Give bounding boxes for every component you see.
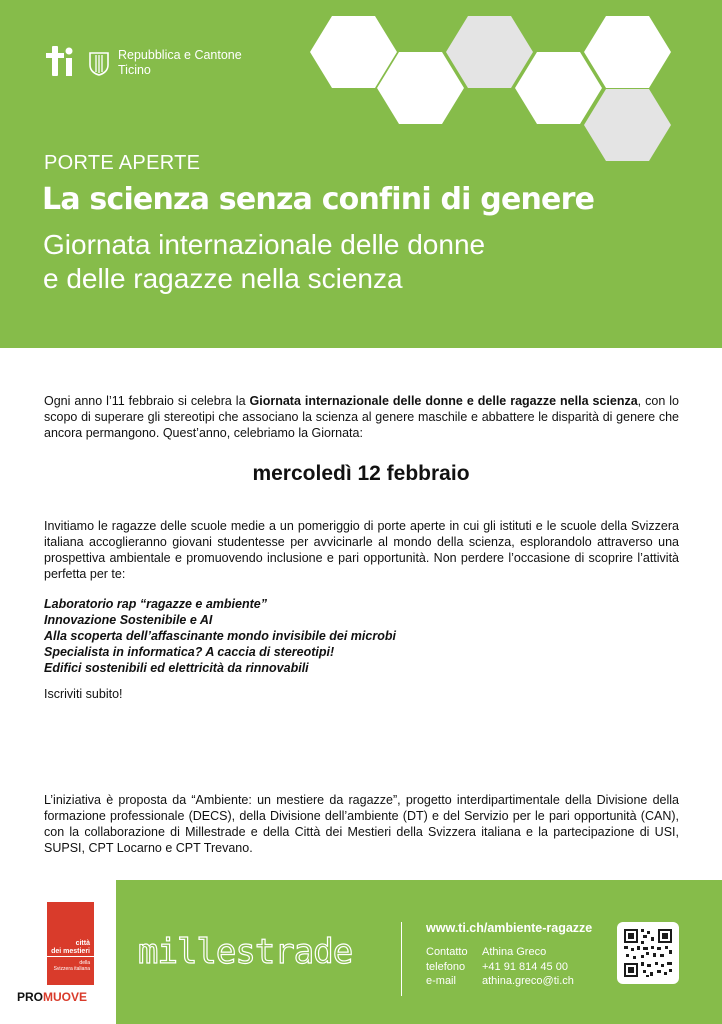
hexagon — [515, 52, 602, 124]
subtitle-line2: e delle ragazze nella scienza — [43, 263, 403, 294]
citta-dei-mestieri-logo: città dei mestieri della Svizzera italiana — [47, 902, 94, 985]
org-name — [118, 48, 242, 78]
page-subtitle — [43, 228, 485, 296]
promuove-logo: PROMUOVE — [17, 990, 88, 1004]
email-label: e-mail — [426, 975, 456, 987]
qr-code-icon — [617, 922, 679, 984]
header-banner — [0, 0, 722, 348]
page-title: La scienza senza confini di genere — [42, 182, 595, 217]
hexagon — [584, 16, 671, 88]
email-link[interactable]: athina.greco@ti.ch — [482, 975, 574, 987]
intro-paragraph: Ogni anno l’11 febbraio si celebra la Giornata internazionale delle donne e delle ragazze nella scienza, con lo scopo di superare gli stereotipi che associano la scienza al genere maschile e abbattere le disparità di genere che ancora permangono. Quest’anno, celebriamo la Giornata: — [44, 394, 679, 440]
phone-label: telefono — [426, 960, 466, 973]
contact-value: Athina Greco — [482, 946, 547, 958]
list-item: Laboratorio rap “ragazze e ambiente” — [44, 597, 267, 611]
hexagon — [584, 89, 671, 161]
intro-highlight: Giornata internazionale delle donne e delle ragazze nella scienza — [249, 394, 638, 408]
org-name-line1: Repubblica e Cantone — [118, 48, 242, 62]
list-item: Edifici sostenibili ed elettricità da rinnovabili — [44, 661, 309, 675]
list-item: Alla scoperta dell’affascinante mondo invisibile dei microbi — [44, 629, 396, 643]
subtitle-line1: Giornata internazionale delle donne — [43, 229, 486, 260]
list-item: Specialista in informatica? A caccia di stereotipi! — [44, 645, 335, 659]
contact-label: Contatto — [426, 946, 468, 958]
org-name-line2: Ticino — [118, 63, 151, 77]
footer-divider — [401, 922, 402, 996]
kicker-label: PORTE APERTE — [44, 152, 201, 174]
list-item: Innovazione Sostenibile e AI — [44, 613, 213, 627]
hexagon-pattern — [300, 14, 690, 194]
phone-value[interactable]: +41 91 814 45 00 — [482, 960, 568, 973]
svg-text:millestrade: millestrade — [138, 932, 353, 972]
invite-paragraph: Invitiamo le ragazze delle scuole medie a un pomeriggio di porte aperte in cui gli istituti e le scuole della Svizzera italiana accoglieranno giovani studentesse per avvicinarle al mondo della scienza, esplorandolo attraverso una prospettiva ambientale e promuovendo inclusione e pari opportunità. Non perdere l’occasione di scoprire l’attività perfetta per te: — [44, 519, 679, 581]
website-link[interactable]: www.ti.ch/ambiente-ragazze — [426, 921, 593, 935]
lab-list — [44, 596, 396, 676]
canton-shield-icon — [89, 52, 109, 76]
hexagon — [446, 16, 533, 88]
signup-call-to-action: Iscriviti subito! — [44, 687, 123, 701]
contact-block — [426, 945, 574, 989]
millestrade-logo — [136, 932, 388, 972]
event-date: mercoledì 12 febbraio — [252, 462, 470, 485]
initiative-note: L’iniziativa è proposta da “Ambiente: un mestiere da ragazze”, progetto interdipartimentale della Divisione della formazione professionale (DECS), della Divisione dell’ambiente (DT) e del Servizio per le pari opportunità (CAN), con la collaborazione di Millestrade e della Città dei Mestieri della Svizzera italiana e la partecipazione di USI, SUPSI, CPT Locarno e CPT Trevano. — [44, 793, 679, 855]
ti-logo-icon — [44, 44, 78, 78]
qr-code[interactable] — [617, 922, 679, 984]
